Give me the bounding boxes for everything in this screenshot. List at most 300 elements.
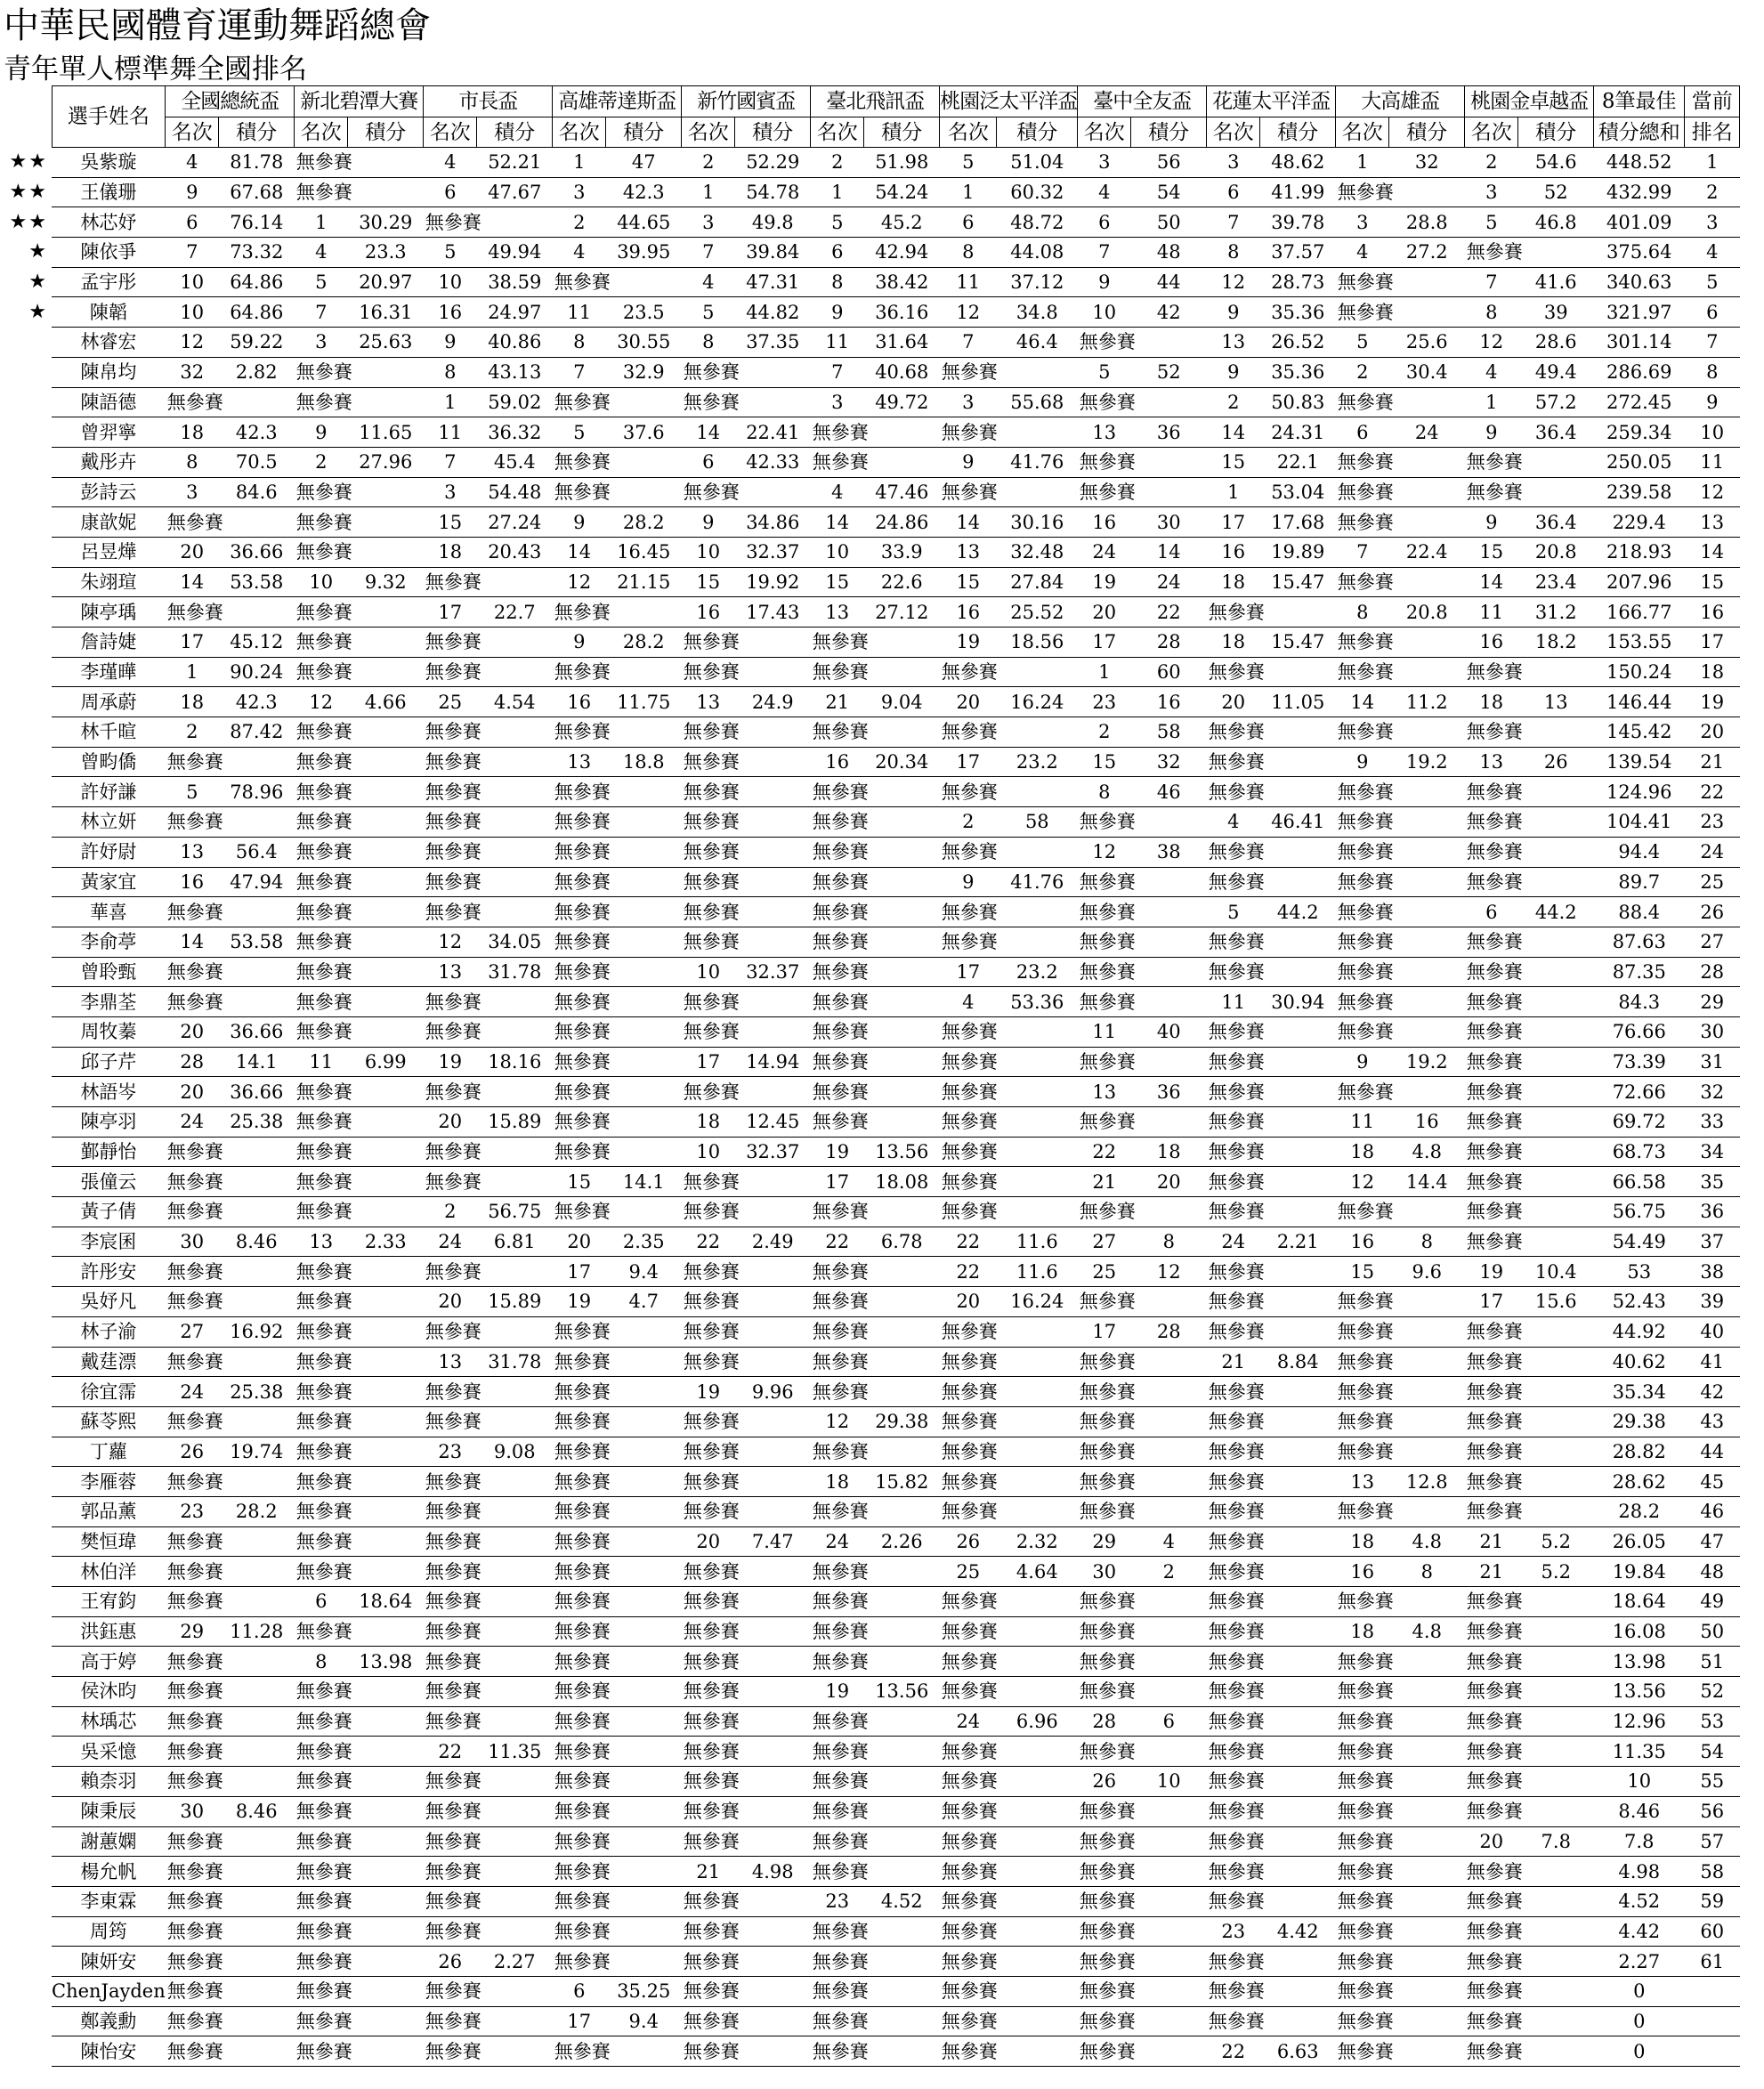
points-subheader: 積分 xyxy=(997,117,1078,148)
no-participation-cell: 無參賽 xyxy=(1207,1047,1336,1077)
no-participation-cell: 無參賽 xyxy=(1207,1467,1336,1497)
rank-cell: 19 xyxy=(811,1677,864,1707)
star-rating xyxy=(4,1826,52,1857)
points-cell: 22 xyxy=(1131,597,1207,628)
table-row xyxy=(4,1137,1740,1167)
rank-cell: 20 xyxy=(1465,1826,1518,1857)
points-cell: 31.2 xyxy=(1518,597,1594,628)
player-name: 許妤尉 xyxy=(52,837,166,867)
no-participation-cell: 無參賽 xyxy=(1207,1526,1336,1557)
player-name: 吳采憶 xyxy=(52,1737,166,1767)
star-rating xyxy=(4,1976,52,2006)
points-cell: 55.68 xyxy=(997,387,1078,417)
points-cell: 14.1 xyxy=(606,1167,682,1197)
no-participation-cell: 無參賽 xyxy=(1078,957,1207,987)
no-participation-cell: 無參賽 xyxy=(1465,1347,1594,1377)
no-participation-cell: 無參賽 xyxy=(1207,837,1336,867)
no-participation-cell: 無參賽 xyxy=(1336,1197,1465,1227)
points-cell: 16.45 xyxy=(606,537,682,567)
no-participation-cell: 無參賽 xyxy=(166,1257,295,1287)
no-participation-cell: 無參賽 xyxy=(424,1976,553,2006)
rank-cell: 15 xyxy=(940,567,997,597)
table-row xyxy=(4,1796,1740,1826)
no-participation-cell: 無參賽 xyxy=(1336,987,1465,1017)
rank-cell: 4 xyxy=(940,987,997,1017)
no-participation-cell: 無參賽 xyxy=(1465,987,1594,1017)
no-participation-cell: 無參賽 xyxy=(682,1016,811,1047)
table-row xyxy=(4,777,1740,807)
no-participation-cell: 無參賽 xyxy=(166,597,295,628)
points-cell: 20.43 xyxy=(477,537,553,567)
rank-cell: 12 xyxy=(166,328,219,358)
points-cell: 6.63 xyxy=(1260,2036,1336,2067)
rank-cell: 13 xyxy=(424,957,477,987)
current-rank-cell: 52 xyxy=(1685,1677,1740,1707)
no-participation-cell: 無參賽 xyxy=(166,1826,295,1857)
no-participation-cell: 無參賽 xyxy=(553,1947,682,1977)
no-participation-cell: 無參賽 xyxy=(940,1437,1078,1467)
table-row xyxy=(4,1016,1740,1047)
rank-cell: 4 xyxy=(553,238,606,268)
player-name: 呂昱燁 xyxy=(52,537,166,567)
points-cell: 24.86 xyxy=(864,507,940,538)
player-name: 鄞靜怡 xyxy=(52,1137,166,1167)
total-points-cell: 66.58 xyxy=(1594,1167,1685,1197)
current-rank-cell: 28 xyxy=(1685,957,1740,987)
no-participation-cell: 無參賽 xyxy=(166,1677,295,1707)
no-participation-cell: 無參賽 xyxy=(553,957,682,987)
rank-cell: 21 xyxy=(811,687,864,717)
no-participation-cell: 無參賽 xyxy=(811,1347,940,1377)
no-participation-cell: 無參賽 xyxy=(1207,1647,1336,1677)
no-participation-cell: 無參賽 xyxy=(295,597,424,628)
player-name: 孟宇彤 xyxy=(52,267,166,297)
star-rating xyxy=(4,777,52,807)
points-cell: 57.2 xyxy=(1518,387,1594,417)
player-name: 吳紫璇 xyxy=(52,148,166,178)
player-name: 林芯妤 xyxy=(52,207,166,238)
points-cell: 54.24 xyxy=(864,177,940,207)
rank-cell: 17 xyxy=(1078,628,1131,658)
rank-cell: 20 xyxy=(553,1227,606,1257)
no-participation-cell: 無參賽 xyxy=(1207,1287,1336,1317)
org-title: 中華民國體育運動舞蹈總會 xyxy=(4,5,431,46)
star-rating xyxy=(4,747,52,777)
points-cell: 32.37 xyxy=(735,1137,811,1167)
rank-cell: 16 xyxy=(1336,1557,1389,1587)
total-header-line2: 積分總和 xyxy=(1594,117,1685,148)
no-participation-cell: 無參賽 xyxy=(1207,1857,1336,1887)
points-cell: 9.96 xyxy=(735,1377,811,1407)
no-participation-cell: 無參賽 xyxy=(1465,2006,1594,2036)
points-cell: 19.2 xyxy=(1389,747,1465,777)
points-cell: 24.97 xyxy=(477,297,553,328)
no-participation-cell: 無參賽 xyxy=(1465,1377,1594,1407)
total-points-cell: 54.49 xyxy=(1594,1227,1685,1257)
points-cell: 8 xyxy=(1131,1227,1207,1257)
rank-cell: 11 xyxy=(424,417,477,448)
points-cell: 18.64 xyxy=(348,1587,424,1617)
no-participation-cell: 無參賽 xyxy=(1465,1706,1594,1737)
no-participation-cell: 無參賽 xyxy=(811,1287,940,1317)
rank-cell: 14 xyxy=(166,567,219,597)
competition-header: 高雄蒂達斯盃 xyxy=(553,86,682,117)
rank-cell: 3 xyxy=(1078,148,1131,178)
total-points-cell: 7.8 xyxy=(1594,1826,1685,1857)
rank-cell: 18 xyxy=(166,417,219,448)
star-rating xyxy=(4,1077,52,1107)
points-cell: 20.34 xyxy=(864,747,940,777)
no-participation-cell: 無參賽 xyxy=(295,1767,424,1797)
no-participation-cell: 無參賽 xyxy=(940,477,1078,507)
points-cell: 44.08 xyxy=(997,238,1078,268)
current-rank-cell: 12 xyxy=(1685,477,1740,507)
table-row xyxy=(4,1767,1740,1797)
total-points-cell: 72.66 xyxy=(1594,1077,1685,1107)
points-cell: 22.7 xyxy=(477,597,553,628)
points-cell: 16.31 xyxy=(348,297,424,328)
points-cell: 47 xyxy=(606,148,682,178)
points-cell: 44.2 xyxy=(1260,897,1336,927)
rank-cell: 6 xyxy=(682,447,735,477)
no-participation-cell: 無參賽 xyxy=(1207,2006,1336,2036)
points-cell: 39.84 xyxy=(735,238,811,268)
no-participation-cell: 無參賽 xyxy=(1207,1677,1336,1707)
table-row xyxy=(4,207,1740,238)
rank-cell: 24 xyxy=(424,1227,477,1257)
no-participation-cell: 無參賽 xyxy=(811,1796,940,1826)
points-subheader: 積分 xyxy=(348,117,424,148)
total-points-cell: 4.98 xyxy=(1594,1857,1685,1887)
rank-cell: 15 xyxy=(424,507,477,538)
no-participation-cell: 無參賽 xyxy=(166,1976,295,2006)
no-participation-cell: 無參賽 xyxy=(424,1496,553,1526)
no-participation-cell: 無參賽 xyxy=(1078,1467,1207,1497)
points-cell: 22.1 xyxy=(1260,447,1336,477)
rank-cell: 16 xyxy=(553,687,606,717)
no-participation-cell: 無參賽 xyxy=(1336,267,1465,297)
no-participation-cell: 無參賽 xyxy=(166,1197,295,1227)
rank-cell: 18 xyxy=(1207,567,1260,597)
player-name: 林語岑 xyxy=(52,1077,166,1107)
points-cell: 50 xyxy=(1131,207,1207,238)
no-participation-cell: 無參賽 xyxy=(295,807,424,838)
points-subheader: 積分 xyxy=(864,117,940,148)
points-cell: 9.4 xyxy=(606,1257,682,1287)
no-participation-cell: 無參賽 xyxy=(295,957,424,987)
no-participation-cell: 無參賽 xyxy=(811,2036,940,2067)
rank-cell: 7 xyxy=(1336,537,1389,567)
player-name: 謝蕙嫻 xyxy=(52,1826,166,1857)
no-participation-cell: 無參賽 xyxy=(1465,1047,1594,1077)
current-rank-cell: 8 xyxy=(1685,357,1740,387)
no-participation-cell: 無參賽 xyxy=(811,1647,940,1677)
current-rank-cell: 26 xyxy=(1685,897,1740,927)
rank-cell: 15 xyxy=(1207,447,1260,477)
no-participation-cell: 無參賽 xyxy=(1336,1706,1465,1737)
no-participation-cell: 無參賽 xyxy=(295,148,424,178)
no-participation-cell: 無參賽 xyxy=(1207,747,1336,777)
star-rating xyxy=(4,1526,52,1557)
no-participation-cell: 無參賽 xyxy=(424,1467,553,1497)
no-participation-cell: 無參賽 xyxy=(811,1947,940,1977)
rank-cell: 3 xyxy=(295,328,348,358)
points-cell: 46.4 xyxy=(997,328,1078,358)
no-participation-cell: 無參賽 xyxy=(553,1706,682,1737)
rank-cell: 5 xyxy=(682,297,735,328)
rank-cell: 7 xyxy=(295,297,348,328)
rank-subheader: 名次 xyxy=(295,117,348,148)
points-cell: 12 xyxy=(1131,1257,1207,1287)
no-participation-cell: 無參賽 xyxy=(424,1767,553,1797)
no-participation-cell: 無參賽 xyxy=(682,1587,811,1617)
player-name: ChenJayden xyxy=(52,1976,166,2006)
no-participation-cell: 無參賽 xyxy=(295,717,424,748)
points-cell: 30.4 xyxy=(1389,357,1465,387)
rank-cell: 20 xyxy=(1078,597,1131,628)
no-participation-cell: 無參賽 xyxy=(1465,1016,1594,1047)
points-cell: 13.56 xyxy=(864,1677,940,1707)
rank-cell: 15 xyxy=(811,567,864,597)
no-participation-cell: 無參賽 xyxy=(1336,867,1465,897)
points-cell: 23.3 xyxy=(348,238,424,268)
points-cell: 60.32 xyxy=(997,177,1078,207)
total-points-cell: 26.05 xyxy=(1594,1526,1685,1557)
no-participation-cell: 無參賽 xyxy=(811,957,940,987)
no-participation-cell: 無參賽 xyxy=(1336,1976,1465,2006)
points-cell: 47.31 xyxy=(735,267,811,297)
no-participation-cell: 無參賽 xyxy=(295,1467,424,1497)
no-participation-cell: 無參賽 xyxy=(166,507,295,538)
rank-cell: 23 xyxy=(166,1496,219,1526)
points-cell: 42 xyxy=(1131,297,1207,328)
points-cell: 10.4 xyxy=(1518,1257,1594,1287)
no-participation-cell: 無參賽 xyxy=(811,1016,940,1047)
current-rank-cell: 44 xyxy=(1685,1437,1740,1467)
no-participation-cell: 無參賽 xyxy=(166,1587,295,1617)
rank-cell: 9 xyxy=(1465,507,1518,538)
rank-cell: 17 xyxy=(553,2006,606,2036)
no-participation-cell: 無參賽 xyxy=(424,807,553,838)
points-cell: 36.66 xyxy=(219,1077,295,1107)
points-cell: 9.4 xyxy=(606,2006,682,2036)
no-participation-cell: 無參賽 xyxy=(295,1316,424,1347)
no-participation-cell: 無參賽 xyxy=(940,1406,1078,1437)
current-rank-cell: 56 xyxy=(1685,1796,1740,1826)
competition-header: 市長盃 xyxy=(424,86,553,117)
current-header-line1: 當前 xyxy=(1685,86,1740,117)
points-cell: 39.78 xyxy=(1260,207,1336,238)
player-name: 陳亭羽 xyxy=(52,1107,166,1138)
rank-cell: 19 xyxy=(940,628,997,658)
rank-cell: 1 xyxy=(553,148,606,178)
points-cell: 41.99 xyxy=(1260,177,1336,207)
points-cell: 76.14 xyxy=(219,207,295,238)
rank-cell: 20 xyxy=(940,687,997,717)
no-participation-cell: 無參賽 xyxy=(553,387,682,417)
no-participation-cell: 無參賽 xyxy=(1336,1347,1465,1377)
total-points-cell: 0 xyxy=(1594,2006,1685,2036)
no-participation-cell: 無參賽 xyxy=(1078,1107,1207,1138)
total-points-cell: 166.77 xyxy=(1594,597,1685,628)
points-cell: 13.56 xyxy=(864,1137,940,1167)
rank-cell: 13 xyxy=(682,687,735,717)
rank-cell: 10 xyxy=(682,957,735,987)
rank-cell: 2 xyxy=(1336,357,1389,387)
no-participation-cell: 無參賽 xyxy=(811,1916,940,1947)
rank-cell: 28 xyxy=(1078,1706,1131,1737)
player-name: 戴莛漂 xyxy=(52,1347,166,1377)
total-points-cell: 88.4 xyxy=(1594,897,1685,927)
no-participation-cell: 無參賽 xyxy=(1207,1886,1336,1916)
points-cell: 15.89 xyxy=(477,1287,553,1317)
rank-cell: 8 xyxy=(424,357,477,387)
no-participation-cell: 無參賽 xyxy=(553,1557,682,1587)
star-rating xyxy=(4,1377,52,1407)
player-name: 許彤安 xyxy=(52,1257,166,1287)
star-rating xyxy=(4,537,52,567)
points-cell: 2.32 xyxy=(997,1526,1078,1557)
points-cell: 46.41 xyxy=(1260,807,1336,838)
player-name: 黃家宜 xyxy=(52,867,166,897)
rank-cell: 10 xyxy=(682,1137,735,1167)
points-cell: 36 xyxy=(1131,1077,1207,1107)
no-participation-cell: 無參賽 xyxy=(811,1077,940,1107)
table-row xyxy=(4,807,1740,838)
total-points-cell: 52.43 xyxy=(1594,1287,1685,1317)
no-participation-cell: 無參賽 xyxy=(1078,1826,1207,1857)
points-cell: 43.13 xyxy=(477,357,553,387)
no-participation-cell: 無參賽 xyxy=(682,987,811,1017)
points-cell: 23.2 xyxy=(997,957,1078,987)
no-participation-cell: 無參賽 xyxy=(1207,1796,1336,1826)
rank-cell: 30 xyxy=(166,1227,219,1257)
table-row xyxy=(4,387,1740,417)
points-cell: 49.4 xyxy=(1518,357,1594,387)
points-cell: 14 xyxy=(1131,537,1207,567)
no-participation-cell: 無參賽 xyxy=(1465,1886,1594,1916)
points-cell: 4 xyxy=(1131,1526,1207,1557)
no-participation-cell: 無參賽 xyxy=(1207,1437,1336,1467)
no-participation-cell: 無參賽 xyxy=(1336,567,1465,597)
rank-cell: 7 xyxy=(1207,207,1260,238)
no-participation-cell: 無參賽 xyxy=(1336,807,1465,838)
points-cell: 19.74 xyxy=(219,1437,295,1467)
rank-cell: 7 xyxy=(682,238,735,268)
no-participation-cell: 無參賽 xyxy=(940,1137,1078,1167)
no-participation-cell: 無參賽 xyxy=(166,987,295,1017)
rank-cell: 4 xyxy=(295,238,348,268)
player-name: 康歆妮 xyxy=(52,507,166,538)
total-points-cell: 401.09 xyxy=(1594,207,1685,238)
no-participation-cell: 無參賽 xyxy=(553,1107,682,1138)
rank-cell: 21 xyxy=(682,1857,735,1887)
points-cell: 27.96 xyxy=(348,447,424,477)
no-participation-cell: 無參賽 xyxy=(295,1976,424,2006)
no-participation-cell: 無參賽 xyxy=(1336,507,1465,538)
points-cell: 31.78 xyxy=(477,957,553,987)
rank-cell: 13 xyxy=(940,537,997,567)
rank-cell: 12 xyxy=(811,1406,864,1437)
no-participation-cell: 無參賽 xyxy=(553,987,682,1017)
star-rating xyxy=(4,1227,52,1257)
no-participation-cell: 無參賽 xyxy=(553,1526,682,1557)
player-name: 陳秉辰 xyxy=(52,1796,166,1826)
player-name: 李俞葶 xyxy=(52,927,166,957)
player-name: 楊允帆 xyxy=(52,1857,166,1887)
total-points-cell: 76.66 xyxy=(1594,1016,1685,1047)
current-rank-cell: 34 xyxy=(1685,1137,1740,1167)
player-name: 林伯洋 xyxy=(52,1557,166,1587)
rank-cell: 7 xyxy=(811,357,864,387)
no-participation-cell: 無參賽 xyxy=(295,2036,424,2067)
rank-cell: 9 xyxy=(940,867,997,897)
no-participation-cell: 無參賽 xyxy=(1465,1227,1594,1257)
points-cell: 9.32 xyxy=(348,567,424,597)
no-participation-cell: 無參賽 xyxy=(1336,927,1465,957)
no-participation-cell: 無參賽 xyxy=(811,417,940,448)
points-cell: 56 xyxy=(1131,148,1207,178)
star-rating xyxy=(4,927,52,957)
no-participation-cell: 無參賽 xyxy=(682,1257,811,1287)
table-row xyxy=(4,687,1740,717)
current-rank-cell: 16 xyxy=(1685,597,1740,628)
table-row xyxy=(4,1526,1740,1557)
no-participation-cell: 無參賽 xyxy=(811,1047,940,1077)
no-participation-cell: 無參賽 xyxy=(1207,1316,1336,1347)
rank-cell: 20 xyxy=(424,1107,477,1138)
no-participation-cell: 無參賽 xyxy=(553,1377,682,1407)
rank-cell: 13 xyxy=(166,837,219,867)
rank-cell: 12 xyxy=(1207,267,1260,297)
no-participation-cell: 無參賽 xyxy=(295,1677,424,1707)
no-participation-cell: 無參賽 xyxy=(1465,1167,1594,1197)
points-cell: 42.3 xyxy=(219,417,295,448)
rank-cell: 12 xyxy=(1078,837,1131,867)
no-participation-cell: 無參賽 xyxy=(424,1706,553,1737)
no-participation-cell: 無參賽 xyxy=(1336,1916,1465,1947)
points-cell: 25.38 xyxy=(219,1107,295,1138)
no-participation-cell: 無參賽 xyxy=(1207,1706,1336,1737)
no-participation-cell: 無參賽 xyxy=(1207,1406,1336,1437)
no-participation-cell: 無參賽 xyxy=(295,1077,424,1107)
points-cell: 58 xyxy=(1131,717,1207,748)
no-participation-cell: 無參賽 xyxy=(940,2006,1078,2036)
rank-cell: 12 xyxy=(1336,1167,1389,1197)
no-participation-cell: 無參賽 xyxy=(1078,1377,1207,1407)
points-cell: 24 xyxy=(1389,417,1465,448)
rank-cell: 23 xyxy=(811,1886,864,1916)
total-points-cell: 4.52 xyxy=(1594,1886,1685,1916)
rank-cell: 21 xyxy=(1078,1167,1131,1197)
points-cell: 87.42 xyxy=(219,717,295,748)
no-participation-cell: 無參賽 xyxy=(682,1316,811,1347)
points-cell: 73.32 xyxy=(219,238,295,268)
rank-cell: 8 xyxy=(811,267,864,297)
no-participation-cell: 無參賽 xyxy=(940,1047,1078,1077)
rank-cell: 9 xyxy=(1078,267,1131,297)
name-header: 選手姓名 xyxy=(52,86,166,148)
rank-cell: 2 xyxy=(1207,387,1260,417)
total-points-cell: 229.4 xyxy=(1594,507,1685,538)
points-cell: 52.21 xyxy=(477,148,553,178)
player-name: 朱翊瑄 xyxy=(52,567,166,597)
rank-cell: 25 xyxy=(1078,1257,1131,1287)
no-participation-cell: 無參賽 xyxy=(424,747,553,777)
no-participation-cell: 無參賽 xyxy=(553,777,682,807)
no-participation-cell: 無參賽 xyxy=(682,2006,811,2036)
no-participation-cell: 無參賽 xyxy=(295,1287,424,1317)
